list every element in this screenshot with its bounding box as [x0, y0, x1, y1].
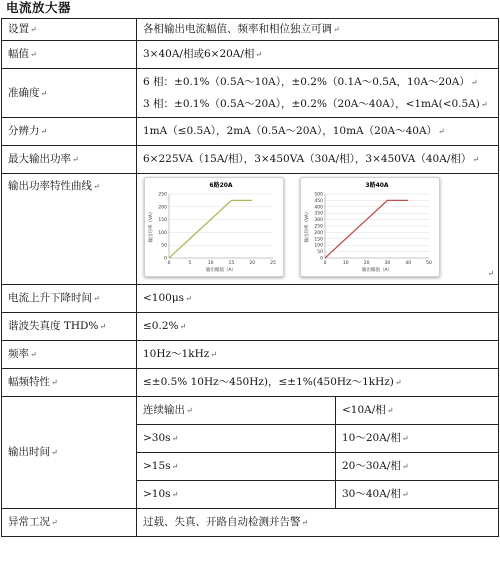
- x-tick-label: 40: [405, 261, 412, 266]
- label-text: 电流上升下降时间: [8, 292, 92, 304]
- page-title: 电流放大器: [6, 0, 72, 15]
- chart-3x40a: [300, 177, 440, 277]
- chart-title: 3路40A: [365, 182, 389, 189]
- return-mark-icon: ↵: [401, 490, 409, 499]
- y-tick-label: 200: [158, 205, 167, 211]
- return-mark-icon: ↵: [186, 406, 193, 415]
- x-tick-label: 25: [270, 261, 276, 266]
- accuracy-line-6-phase: [143, 71, 492, 93]
- row-label: [2, 509, 137, 537]
- y-tick-label: 350: [314, 211, 323, 217]
- x-tick-label: 10: [342, 261, 349, 266]
- return-mark-icon: ↵: [185, 294, 192, 303]
- spec-table: [1, 18, 499, 537]
- value-text: 3 相：±0.1%（0.5A～20A），±0.2%（20A～40A），<1mA(<0.5A): [143, 98, 480, 110]
- y-tick-label: 200: [314, 230, 323, 236]
- row-label: [2, 285, 137, 313]
- value-text: 连续输出: [143, 404, 185, 416]
- label-text: 设置: [8, 23, 29, 35]
- value-text: <10A/相: [342, 404, 386, 416]
- output-time-cell: [137, 397, 336, 425]
- row-value: [137, 41, 499, 69]
- output-range-cell: [336, 481, 499, 509]
- value-text: 30～40A/相: [342, 488, 401, 500]
- y-axis-label: 输出功率（VA）: [305, 209, 310, 243]
- row-label: [2, 118, 137, 146]
- row-accuracy: [2, 69, 499, 118]
- return-mark-icon: ↵: [40, 127, 48, 136]
- row-label: [2, 41, 137, 69]
- label-text: 输出功率特性曲线: [8, 180, 92, 192]
- row-value: [137, 174, 499, 285]
- label-text: 异常工况: [8, 516, 50, 528]
- return-mark-icon: ↵: [401, 434, 409, 443]
- return-mark-icon: ↵: [72, 155, 79, 164]
- y-tick-label: 450: [314, 198, 323, 204]
- return-mark-icon: ↵: [386, 406, 394, 415]
- y-tick-label: 150: [314, 237, 323, 243]
- series-line: [169, 200, 252, 258]
- row-label: [2, 174, 137, 285]
- return-mark-icon: ↵: [51, 378, 58, 387]
- power-curve-charts: [137, 175, 498, 283]
- y-tick-label: 400: [314, 205, 323, 211]
- y-tick-label: 0: [164, 256, 167, 262]
- return-mark-icon: ↵: [394, 378, 402, 387]
- y-tick-label: 50: [161, 243, 167, 249]
- row-value: [137, 118, 499, 146]
- value-text: >15s: [143, 460, 171, 472]
- return-mark-icon: ↵: [171, 462, 179, 471]
- x-tick-label: 0: [167, 261, 171, 266]
- row-freq-response: [2, 369, 499, 397]
- x-tick-label: 20: [249, 261, 256, 266]
- row-label: [2, 313, 137, 341]
- row-value: [137, 146, 499, 174]
- return-mark-icon: ↵: [401, 462, 409, 471]
- value-text: >30s: [143, 432, 171, 444]
- output-range-cell: [336, 397, 499, 425]
- y-tick-label: 250: [158, 192, 167, 198]
- row-frequency: [2, 341, 499, 369]
- chart-title: 6路20A: [209, 182, 233, 189]
- row-label: [2, 341, 137, 369]
- paragraph-mark-icon: ↵: [487, 269, 495, 278]
- x-tick-label: 0: [323, 261, 327, 266]
- value-text: 10Hz～1kHz: [143, 348, 210, 360]
- chart-3x40a-svg: [301, 178, 439, 276]
- output-range-cell: [336, 453, 499, 481]
- label-text: 最大输出功率: [8, 153, 71, 165]
- return-mark-icon: ↵: [438, 127, 445, 136]
- row-output-time: [2, 397, 499, 425]
- y-tick-label: 150: [158, 218, 167, 224]
- label-text: 准确度: [8, 86, 40, 99]
- chart-6x20a-svg: [145, 178, 283, 276]
- x-tick-label: 10: [207, 261, 214, 266]
- return-mark-icon: ↵: [179, 322, 187, 331]
- value-text: 10～20A/相: [342, 432, 401, 444]
- return-mark-icon: ↵: [30, 50, 37, 59]
- row-thd: [2, 313, 499, 341]
- label-text: 频率: [8, 348, 29, 360]
- return-mark-icon: ↵: [30, 350, 37, 359]
- return-mark-icon: ↵: [472, 155, 480, 164]
- row-label: [2, 19, 137, 41]
- row-amplitude: [2, 41, 499, 69]
- value-text: 6×225VA（15A/相），3×450VA（30A/相），3×450VA（40A/相）: [143, 153, 472, 165]
- row-value: [137, 509, 499, 537]
- value-text: 3×40A/相或6×20A/相: [143, 48, 255, 60]
- output-time-cell: [137, 481, 336, 509]
- y-tick-label: 50: [317, 250, 323, 256]
- row-setting: [2, 19, 499, 41]
- y-tick-label: 500: [314, 192, 323, 198]
- label-text: 幅频特性: [8, 376, 50, 388]
- output-time-cell: [137, 453, 336, 481]
- y-tick-label: 0: [320, 256, 323, 262]
- return-mark-icon: ↵: [333, 25, 340, 34]
- value-text: >10s: [143, 488, 171, 500]
- chart-6x20a: [144, 177, 284, 277]
- value-text: 1mA（≤0.5A），2mA（0.5A～20A），10mA（20A～40A）: [143, 125, 438, 137]
- x-axis-label: 输出幅值（A）: [361, 268, 393, 273]
- row-value: [137, 369, 499, 397]
- y-tick-label: 250: [314, 224, 323, 230]
- output-range-cell: [336, 425, 499, 453]
- return-mark-icon: ↵: [30, 25, 37, 34]
- label-text: 谐波失真度 THD%: [8, 320, 99, 332]
- value-text: 各相输出电流幅值、频率和相位独立可调: [143, 23, 332, 35]
- return-mark-icon: ↵: [480, 100, 488, 109]
- row-value: [137, 19, 499, 41]
- value-text: 过载、失真、开路自动检测并告警: [143, 516, 301, 528]
- return-mark-icon: ↵: [301, 518, 309, 527]
- row-label: [2, 69, 137, 118]
- row-value: [137, 69, 499, 118]
- return-mark-icon: ↵: [40, 88, 48, 98]
- x-tick-label: 5: [188, 261, 192, 266]
- series-line: [325, 200, 408, 258]
- x-tick-label: 15: [228, 261, 235, 266]
- x-tick-label: 50: [426, 261, 432, 266]
- return-mark-icon: ↵: [93, 294, 100, 303]
- return-mark-icon: ↵: [51, 448, 58, 457]
- return-mark-icon: ↵: [470, 78, 478, 87]
- row-label: [2, 397, 137, 509]
- accuracy-line-3-phase: [143, 93, 492, 115]
- label-text: 幅值: [8, 48, 29, 60]
- y-tick-label: 100: [314, 243, 323, 249]
- x-axis-label: 输出幅值（A）: [205, 268, 237, 273]
- return-mark-icon: ↵: [255, 50, 263, 59]
- y-tick-label: 100: [158, 230, 167, 236]
- value-text: ≤±0.5% 10Hz～450Hz)，≤±1%(450Hz～1kHz): [143, 376, 394, 388]
- label-text: 输出时间: [8, 446, 50, 458]
- x-tick-label: 20: [363, 261, 370, 266]
- return-mark-icon: ↵: [51, 518, 58, 527]
- return-mark-icon: ↵: [171, 490, 179, 499]
- value-text: 20～30A/相: [342, 460, 401, 472]
- y-axis-label: 输出功率（VA）: [149, 209, 154, 243]
- y-tick-label: 300: [314, 218, 323, 224]
- row-value: [137, 285, 499, 313]
- return-mark-icon: ↵: [171, 434, 179, 443]
- row-value: [137, 313, 499, 341]
- row-abnormal: [2, 509, 499, 537]
- value-text: 6 相：±0.1%（0.5A～10A），±0.2%（0.1A～0.5A，10A～20A）: [143, 76, 470, 88]
- row-label: [2, 369, 137, 397]
- value-text: ≤0.2%: [143, 320, 179, 332]
- return-mark-icon: ↵: [99, 322, 107, 331]
- return-mark-icon: ↵: [93, 182, 100, 191]
- row-resolution: [2, 118, 499, 146]
- row-rise-time: [2, 285, 499, 313]
- x-tick-label: 30: [384, 261, 391, 266]
- row-value: [137, 341, 499, 369]
- label-text: 分辨力: [8, 125, 40, 137]
- row-power-curve: [2, 174, 499, 285]
- row-max-power: [2, 146, 499, 174]
- row-label: [2, 146, 137, 174]
- return-mark-icon: ↵: [210, 350, 217, 359]
- output-time-cell: [137, 425, 336, 453]
- value-text: <100μs: [143, 292, 185, 304]
